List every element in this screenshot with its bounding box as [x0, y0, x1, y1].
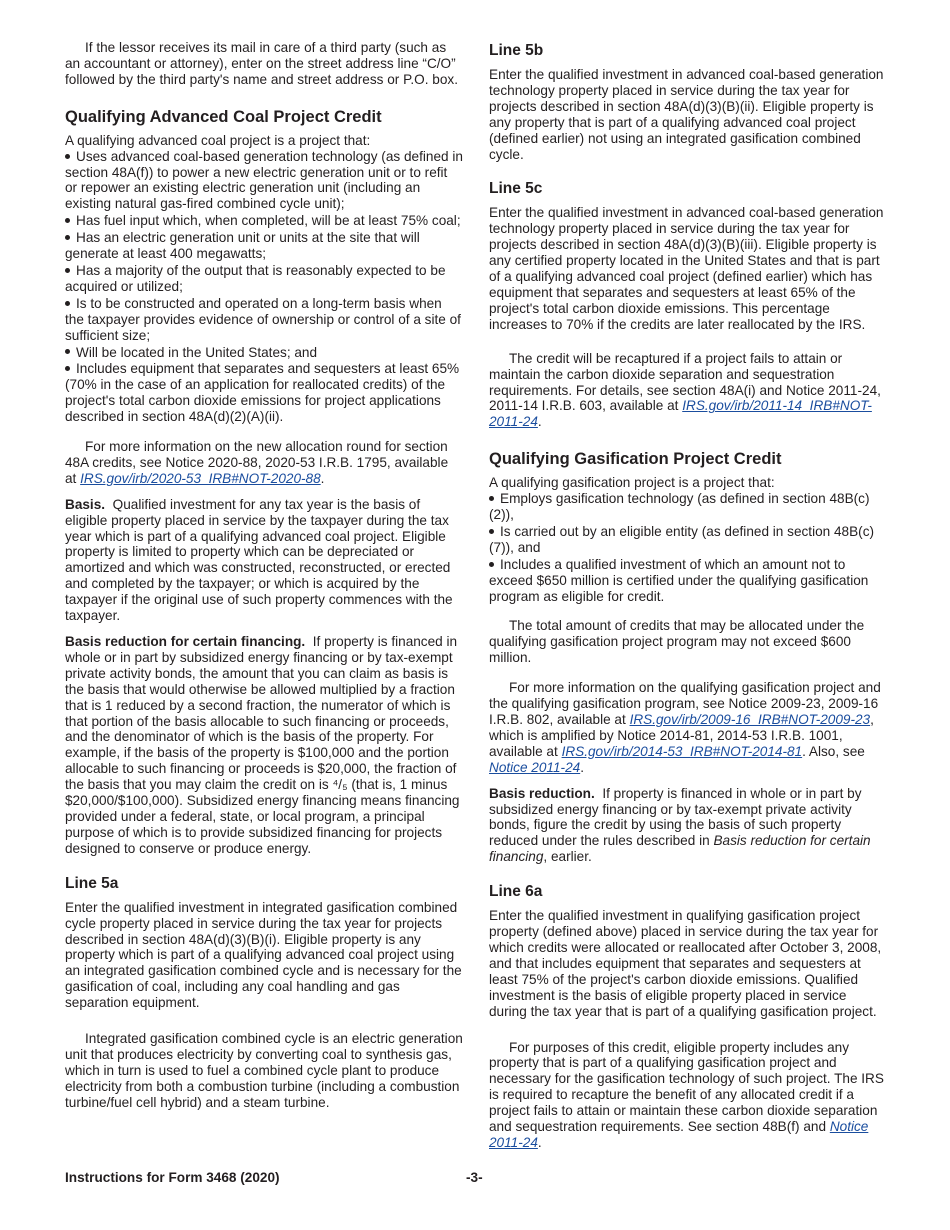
- line-5c-text: Enter the qualified investment in advanced coal-based generation technology property placed in service during the tax year for projects described in section 48A(d)(3)(B)(iii). Eligible property is any certified property located in the United States and that is part of a qualifying advanced coal project (defined earlier) which has equipment that separates and sequesters at least 65% of the project's total carbon dioxide emissions. This percentage increases to 70% if the credits are later reallocated by the IRS.: [489, 205, 884, 332]
- notice-2020-88-link[interactable]: IRS.gov/irb/2020-53_IRB#NOT-2020-88: [80, 470, 321, 486]
- list-item: Has fuel input which, when completed, will be at least 75% coal;: [65, 213, 463, 229]
- line-5b-text: Enter the qualified investment in advanced coal-based generation technology property placed in service during the tax year for projects described in section 48A(d)(3)(B)(ii). Eligible property is any property that is part of a qualifying advanced coal project (defined earlier) not using an integrated gasification combined cycle.: [489, 67, 884, 162]
- line-6a-text: Enter the qualified investment in qualifying gasification project property (defined above) placed in service during the tax year for which credits were allocated or reallocated after October 3, 2008, and that includes equipment that separates and sequesters at least 75% of the project's carbon dioxide emissions. Qualified investment is the basis of eligible property placed in service during the tax year that is part of a qualifying gasification project.: [489, 908, 882, 1019]
- gasification-lead-text: A qualifying gasification project is a project that:: [489, 475, 775, 491]
- list-item: Is carried out by an eligible entity (as defined in section 48B(c)(7)), and: [489, 523, 875, 555]
- basis-runin-title: Basis.: [65, 496, 106, 512]
- line-5c-heading: Line 5c: [489, 180, 543, 198]
- bullet-icon: [65, 218, 70, 223]
- bullet-icon: [65, 349, 70, 354]
- basis-reduction-paragraph: Basis reduction. If property is financed in whole or in part by subsidized energy financing or by tax-exempt private activity bonds, figure the credit by using the basis of such property reduced under the rules described in Basis reduction for certain financing, earlier.: [489, 785, 871, 865]
- list-item: Is to be constructed and operated on a long-term basis when the taxpayer provides evidence of ownership or control of a site of sufficient size;: [65, 295, 461, 343]
- total-credits-paragraph: The total amount of credits that may be allocated under the qualifying gasification project program may not exceed $600 million.: [489, 618, 865, 666]
- purposes-paragraph: For purposes of this credit, eligible property includes any property that is part of a qualifying gasification project and necessary for the gasification technology of such project. The IRS is required to recapture the benefit of any allocated credit if a project fails to attain or maintain these carbon dioxide separation and sequestration requirements. See section 48B(f) and Notice 2011-24.: [489, 1039, 884, 1150]
- bullet-icon: [65, 235, 70, 240]
- footer-form-title: Instructions for Form 3468 (2020): [65, 1170, 280, 1185]
- coal-credit-heading: Qualifying Advanced Coal Project Credit: [65, 107, 382, 126]
- notice-2011-24-irb-link[interactable]: IRS.gov/irb/2011-14_IRB#NOT-2011-24: [489, 398, 872, 430]
- line-5a-heading: Line 5a: [65, 874, 119, 892]
- list-item: Has an electric generation unit or units at the site that will generate at least 400 megawatts;: [65, 230, 420, 262]
- basis-reduction-financing-paragraph: Basis reduction for certain financing. If property is financed in whole or in part by subsidized energy financing or by tax-exempt private activity bonds, the amount that you can claim as basis is the basis that would otherwise be allowed multiplied by a fraction that is 1 reduced by a second fraction, the numerator of which is that portion of the basis allocable to such financing or proceeds, and the denominator of which is the basis of the property. For example, if the basis of the property is $100,000 and the portion allocable to such financing or proceeds is $20,000, the fraction of the basis that you may claim the credit on is ⁴/₅ (that is, 1 minus $20,000/$100,000). Subsidized energy financing means financing provided under a federal, state, or local program, a principal purpose of which is to provide subsidized financing for projects designed to conserve or produce energy.: [65, 634, 460, 856]
- list-item: Will be located in the United States; and: [65, 345, 463, 361]
- line-5b-heading: Line 5b: [489, 42, 544, 59]
- line-6a-heading: Line 6a: [489, 883, 543, 901]
- line-5a-text: Enter the qualified investment in integrated gasification combined cycle property placed in service during the tax year for projects described in section 48A(d)(3)(B)(i). Eligible property is any property which is part of a qualifying advanced coal project using an integrated gasification combined cycle and is necessary for the gasification of coal, including any coal handling and gas separation equipment.: [65, 899, 462, 1011]
- notice-2014-81-link[interactable]: IRS.gov/irb/2014-53_IRB#NOT-2014-81: [561, 743, 803, 759]
- list-item: Has a majority of the output that is reasonably expected to be acquired or utilized;: [65, 262, 446, 294]
- list-item: Employs gasification technology (as defined in section 48B(c)(2)),: [489, 491, 870, 523]
- list-item: Includes equipment that separates and sequesters at least 65% (70% in the case of an application for reallocated credits) of the project's total carbon dioxide emissions for project applications described in section 48A(d)(2)(A)(ii).: [65, 361, 460, 425]
- right-column: [489, 40, 887, 1161]
- bullet-icon: [65, 366, 70, 371]
- notice-2011-24-link[interactable]: Notice 2011-24: [489, 759, 581, 775]
- notice-2011-24-final-link[interactable]: Notice 2011-24: [489, 1119, 869, 1150]
- bullet-icon: [65, 301, 70, 306]
- notice-2009-23-link[interactable]: IRS.gov/irb/2009-16_IRB#NOT-2009-23: [629, 712, 871, 727]
- igcc-paragraph: Integrated gasification combined cycle is an electric generation unit that produces electricity by converting coal to synthesis gas, which in turn is used to fuel a combined cycle plant to produce electricity from both a combustion turbine (including a combustion turbine/fuel cell hybrid) and a steam turbine.: [65, 1031, 463, 1110]
- gasification-requirements-list: [489, 491, 887, 604]
- bullet-icon: [489, 496, 494, 501]
- bullet-icon: [65, 154, 70, 159]
- bullet-icon: [489, 562, 494, 567]
- recapture-paragraph: The credit will be recaptured if a project fails to attain or maintain the carbon dioxide separation and sequestration requirements. For details, see section 48A(i) and Notice 2011-24, 2011-14 I.R.B. 603, available at IRS.gov/irb/2011-14_IRB#NOT-2011-24.: [489, 350, 881, 430]
- page-number: -3-: [466, 1170, 483, 1185]
- basis-reduction-runin-title: Basis reduction.: [489, 785, 595, 801]
- basis-reduction-runin-title: Basis reduction for certain financing.: [65, 634, 306, 649]
- gasification-credit-heading: Qualifying Gasification Project Credit: [489, 450, 782, 469]
- coal-lead-text: A qualifying advanced coal project is a project that:: [65, 132, 371, 148]
- bullet-icon: [65, 268, 70, 273]
- lessor-mail-paragraph: If the lessor receives its mail in care of a third party (such as an accountant or attorney), enter on the street address line “C/O” followed by the third party's name and street address or P.O. box.: [65, 40, 458, 87]
- basis-paragraph: Basis. Qualified investment for any tax year is the basis of eligible property placed in service by the taxpayer during the tax year which is part of a qualifying advanced coal project. Eligible property is limited to property which can be depreciated or amortized and which was constructed, reconstructed, or erected and completed by the taxpayer; or which is acquired by the taxpayer if the original use of such property commences with the taxpayer.: [65, 496, 453, 624]
- list-item: Includes a qualified investment of which an amount not to exceed $650 million is certified under the qualifying gasification program as eligible for credit.: [489, 556, 869, 604]
- left-column: [65, 40, 463, 1121]
- bullet-icon: [489, 529, 494, 534]
- gasification-info-paragraph: For more information on the qualifying gasification project and the qualifying gasification program, see Notice 2009-23, 2009-16 I.R.B. 802, available at IRS.gov/irb/2009-16_IRB#NOT-2009-23, which is amplified by Notice 2014-81, 2014-53 I.R.B. 1001, available at IRS.gov/irb/2014-53_IRB#NOT-2014-81. Also, see Notice 2011-24.: [489, 680, 881, 775]
- list-item: Uses advanced coal-based generation technology (as defined in section 48A(f)) to power a new electric generation unit or to refit or repower an existing electric generation unit (including an existing natural gas-fired combined cycle unit);: [65, 148, 463, 212]
- allocation-round-paragraph: For more information on the new allocation round for section 48A credits, see Notice 2020-88, 2020-53 I.R.B. 1795, available at IRS.gov/irb/2020-53_IRB#NOT-2020-88.: [65, 439, 449, 486]
- coal-requirements-list: [65, 149, 463, 425]
